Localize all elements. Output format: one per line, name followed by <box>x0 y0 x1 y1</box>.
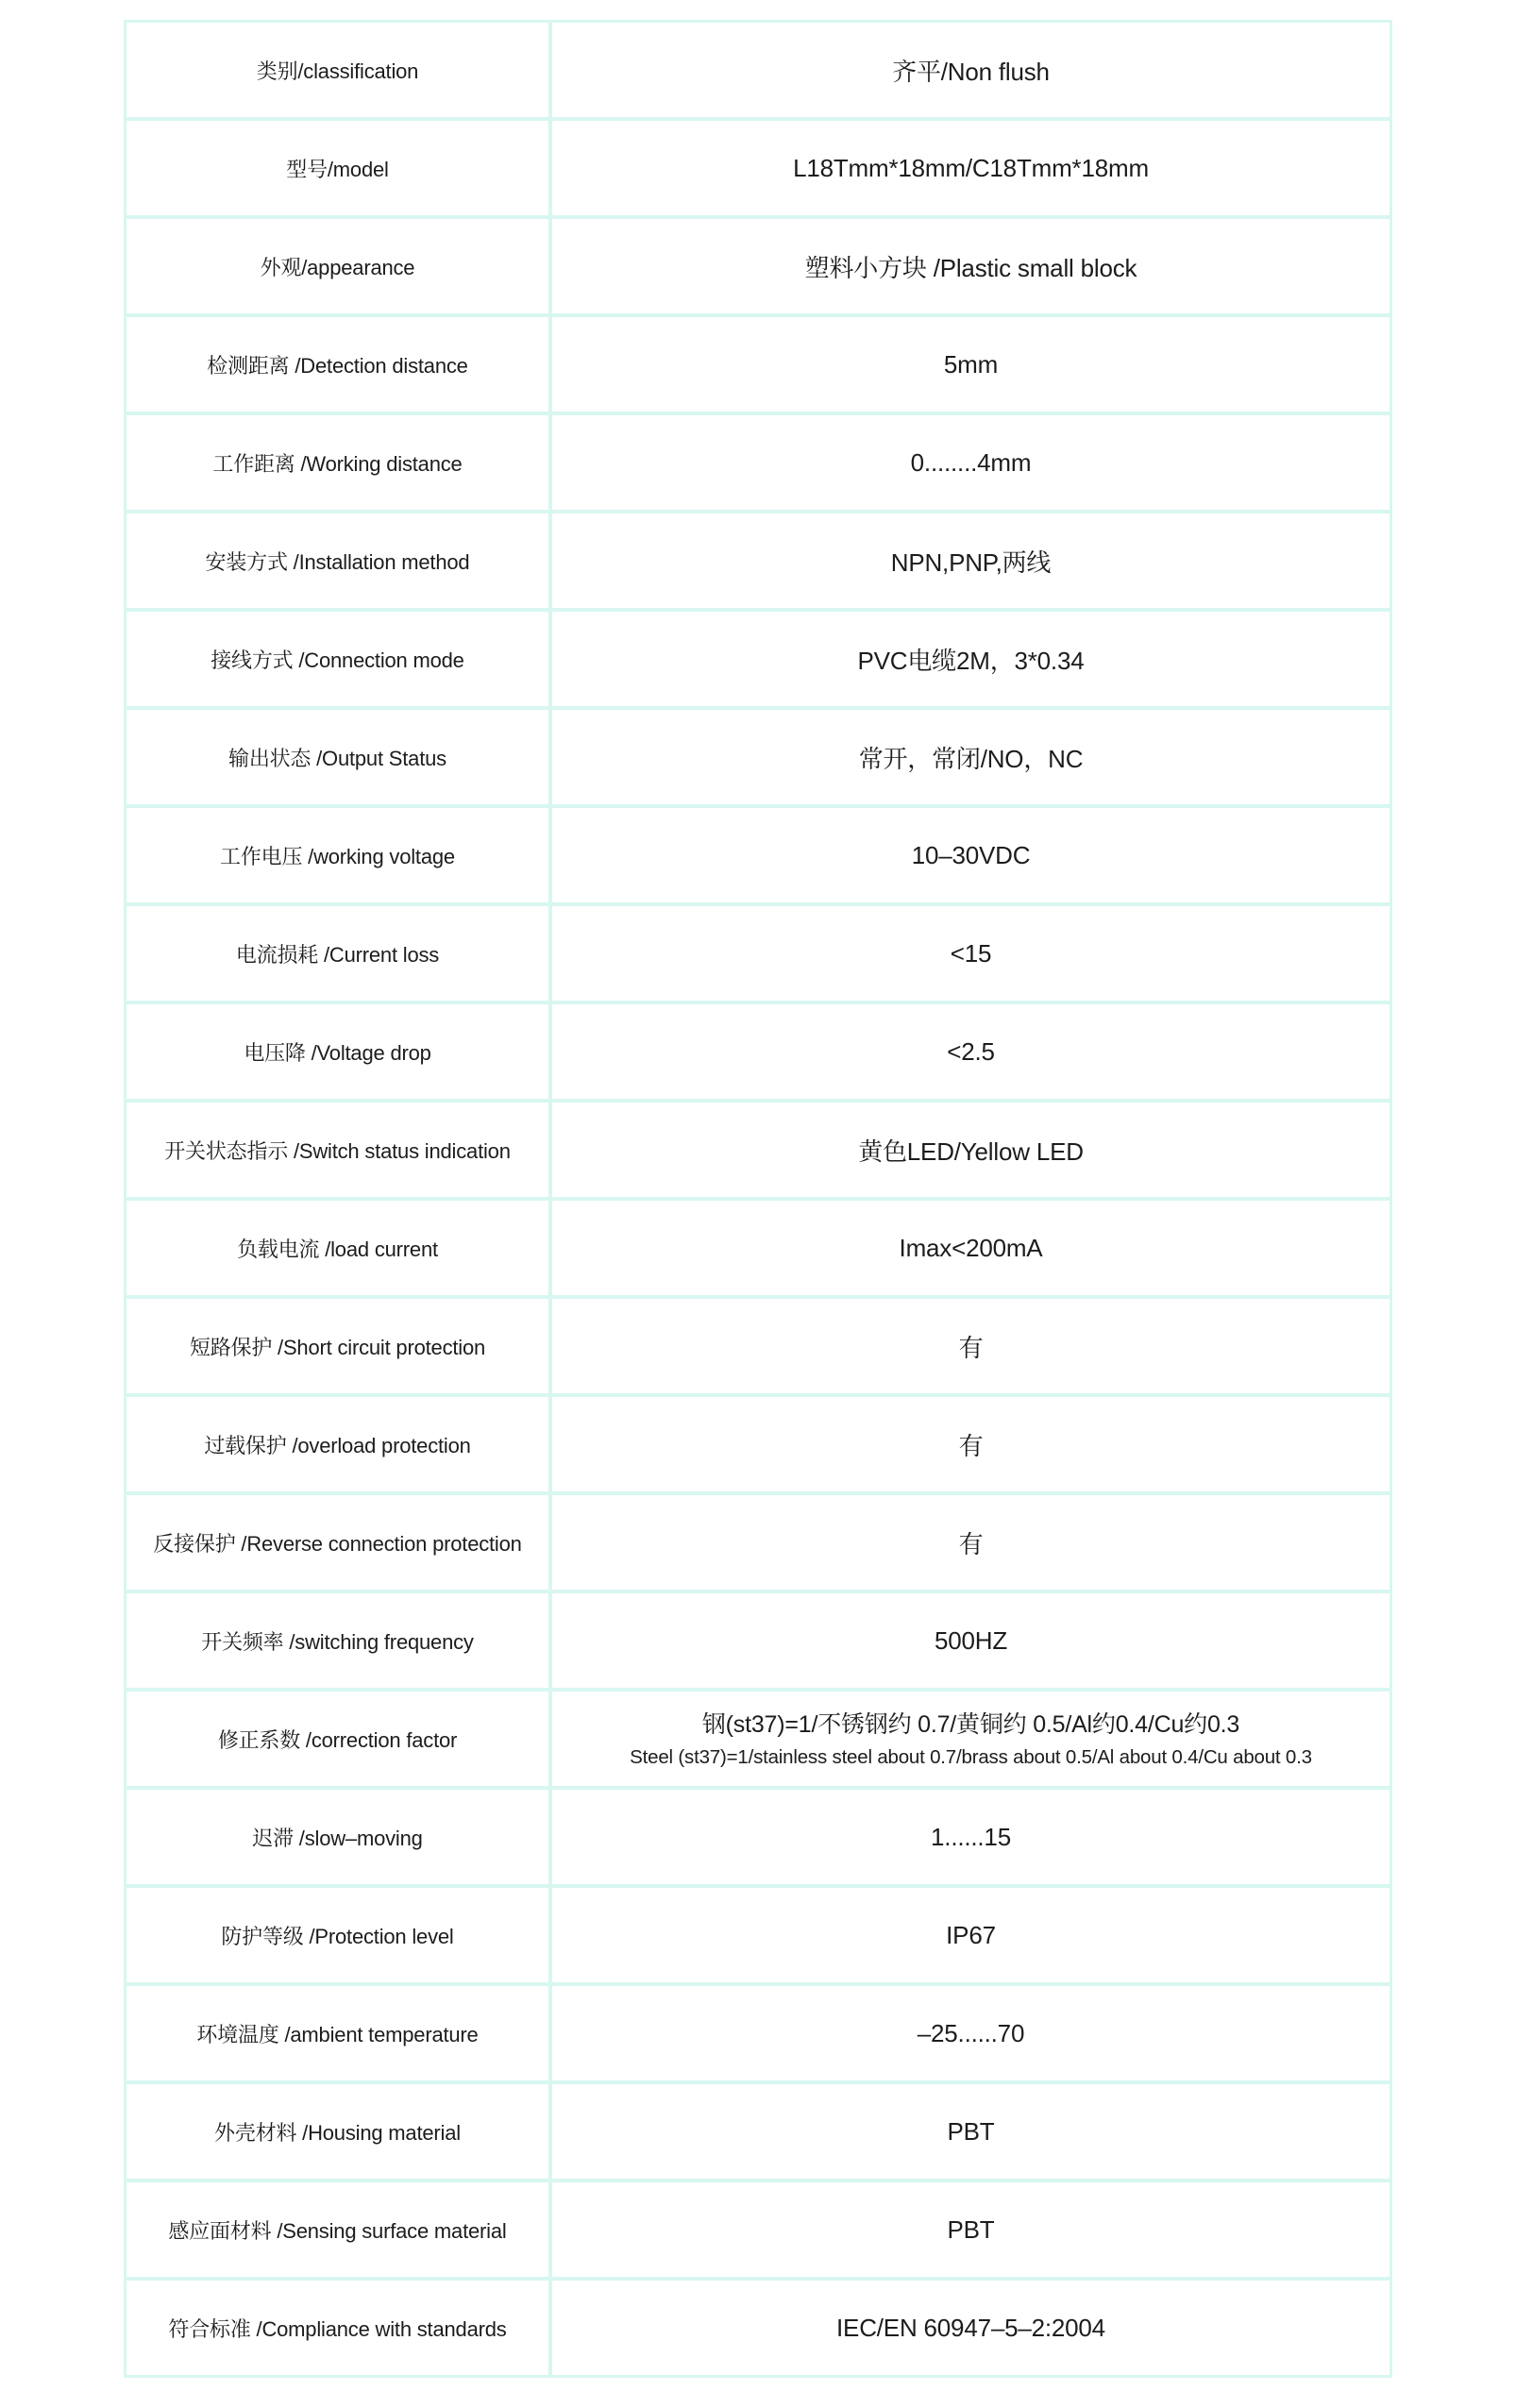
spec-value: 黄色LED/Yellow LED <box>552 1103 1390 1197</box>
spec-value: IP67 <box>552 1888 1390 1982</box>
spec-value: 有 <box>552 1397 1390 1491</box>
spec-value: PBT <box>552 2084 1390 2179</box>
spec-label: 接线方式 /Connection mode <box>126 612 548 706</box>
spec-label: 类别/classification <box>126 23 548 117</box>
correction-factor-line-en: Steel (st37)=1/stainless steel about 0.7/brass about 0.5/Al about 0.4/Cu about 0.3 <box>630 1745 1312 1768</box>
spec-label: 环境温度 /ambient temperature <box>126 1986 548 2080</box>
spec-value: 1......15 <box>552 1790 1390 1884</box>
spec-label: 符合标准 /Compliance with standards <box>126 2281 548 2375</box>
spec-value-correction-factor <box>552 1692 1390 1786</box>
spec-label: 感应面材料 /Sensing surface material <box>126 2182 548 2277</box>
spec-label: 工作电压 /working voltage <box>126 808 548 902</box>
spec-label: 迟滞 /slow–moving <box>126 1790 548 1884</box>
spec-label: 负载电流 /load current <box>126 1201 548 1295</box>
spec-label: 输出状态 /Output Status <box>126 710 548 804</box>
spec-value: PVC电缆2M，3*0.34 <box>552 612 1390 706</box>
spec-table <box>124 20 1392 2378</box>
spec-value: <15 <box>552 906 1390 1001</box>
spec-value: –25......70 <box>552 1986 1390 2080</box>
spec-value: 齐平/Non flush <box>552 23 1390 117</box>
spec-value: 有 <box>552 1299 1390 1393</box>
spec-value: 常开，常闭/NO，NC <box>552 710 1390 804</box>
spec-label: 短路保护 /Short circuit protection <box>126 1299 548 1393</box>
spec-label: 外观/appearance <box>126 219 548 313</box>
spec-label: 过载保护 /overload protection <box>126 1397 548 1491</box>
spec-value: 塑料小方块 /Plastic small block <box>552 219 1390 313</box>
spec-label: 外壳材料 /Housing material <box>126 2084 548 2179</box>
spec-label: 电压降 /Voltage drop <box>126 1004 548 1099</box>
spec-label: 防护等级 /Protection level <box>126 1888 548 1982</box>
spec-label: 电流损耗 /Current loss <box>126 906 548 1001</box>
spec-value: IEC/EN 60947–5–2:2004 <box>552 2281 1390 2375</box>
spec-value: 500HZ <box>552 1593 1390 1688</box>
spec-value: 10–30VDC <box>552 808 1390 902</box>
correction-factor-line-cn: 钢(st37)=1/不锈钢约 0.7/黄铜约 0.5/Al约0.4/Cu约0.3 <box>701 1710 1240 1738</box>
spec-value: 5mm <box>552 317 1390 412</box>
spec-label: 安装方式 /Installation method <box>126 514 548 608</box>
spec-value: Imax<200mA <box>552 1201 1390 1295</box>
spec-label: 开关状态指示 /Switch status indication <box>126 1103 548 1197</box>
spec-value: NPN,PNP,两线 <box>552 514 1390 608</box>
spec-label: 检测距离 /Detection distance <box>126 317 548 412</box>
spec-label: 型号/model <box>126 121 548 215</box>
spec-value: L18Tmm*18mm/C18Tmm*18mm <box>552 121 1390 215</box>
spec-label: 修正系数 /correction factor <box>126 1692 548 1786</box>
spec-value: 0........4mm <box>552 415 1390 510</box>
spec-value: PBT <box>552 2182 1390 2277</box>
spec-label: 反接保护 /Reverse connection protection <box>126 1495 548 1590</box>
spec-label: 开关频率 /switching frequency <box>126 1593 548 1688</box>
spec-value: 有 <box>552 1495 1390 1590</box>
spec-label: 工作距离 /Working distance <box>126 415 548 510</box>
spec-value: <2.5 <box>552 1004 1390 1099</box>
